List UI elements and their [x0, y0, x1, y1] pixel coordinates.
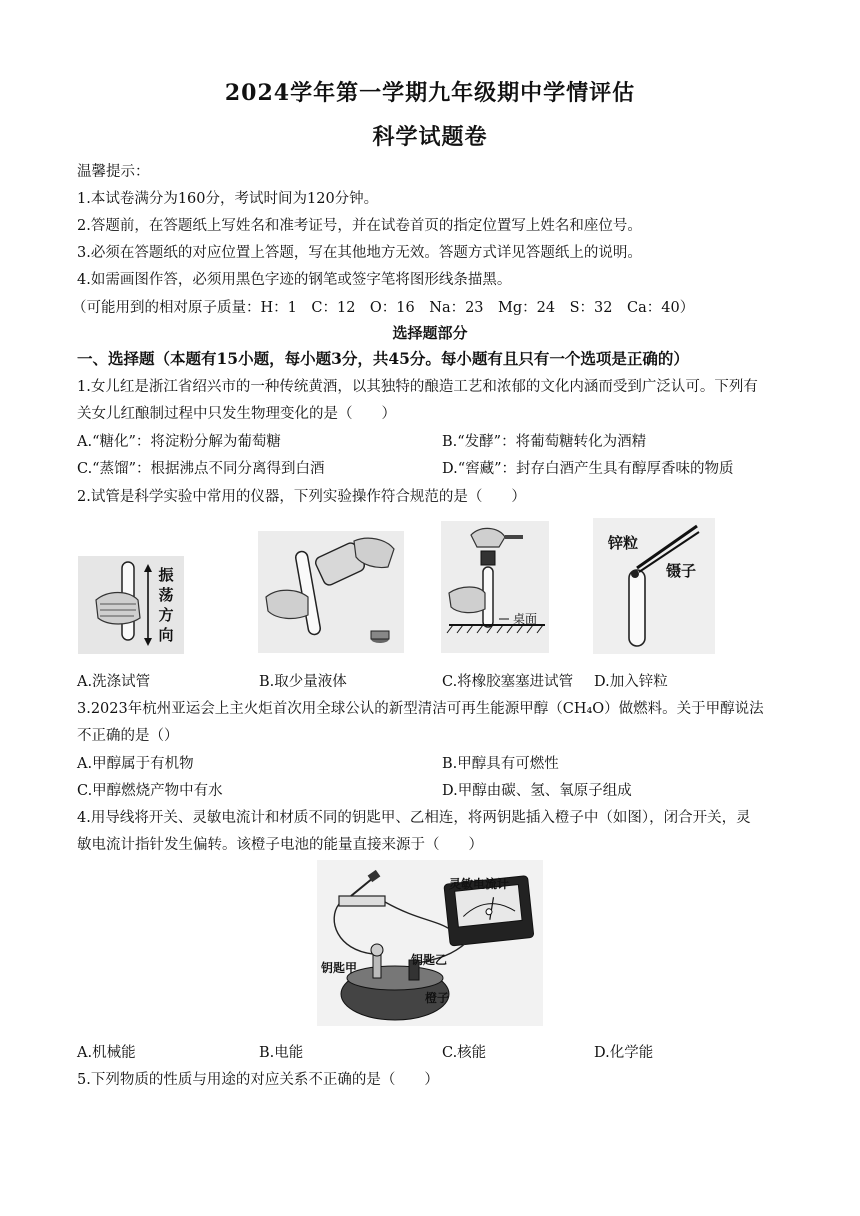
q4-option-b: B.电能	[259, 1045, 304, 1061]
figure-wash-test-tube	[78, 556, 184, 654]
q1-option-b: B.“发酵”：将葡萄糖转化为酒精	[442, 434, 647, 450]
fig-c-label-desk: 桌面	[512, 612, 538, 626]
q1-stem-line2: 关女儿红酿制过程中只发生物理变化的是（ ）	[77, 406, 396, 422]
q1-stem-line1: 1.女儿红是浙江省绍兴市的一种传统黄酒，以其独特的酿造工艺和浓郁的文化内涵而受到广泛认可。下列有	[77, 379, 758, 395]
q4-option-a: A.机械能	[77, 1045, 136, 1061]
fig-a-label-4: 向	[158, 626, 174, 644]
q2-option-b: B.取少量液体	[259, 674, 347, 690]
fig-orange-label: 橙子	[424, 991, 450, 1005]
q1-option-a: A.“糖化”：将淀粉分解为葡萄糖	[77, 434, 281, 450]
q3-option-a: A.甲醇属于有机物	[77, 756, 194, 772]
section-heading: 一、选择题（本题有15小题，每小题3分，共45分。每小题有且只有一个选项是正确的）	[77, 349, 689, 368]
tip-2: 2.答题前，在答题纸上写姓名和准考证号，并在试卷首页的指定位置写上姓名和座位号。	[77, 218, 642, 234]
tip-3: 3.必须在答题纸的对应位置上答题，写在其他地方无效。答题方式详见答题纸上的说明。	[77, 245, 642, 261]
tip-1: 1.本试卷满分为160分，考试时间为120分钟。	[77, 191, 379, 207]
fig-d-label-zinc: 锌粒	[607, 534, 639, 552]
q1-option-c: C.“蒸馏”：根据沸点不同分离得到白酒	[77, 461, 325, 477]
q4-option-c: C.核能	[442, 1045, 487, 1061]
q3-option-b: B.甲醇具有可燃性	[442, 756, 559, 772]
q5-stem: 5.下列物质的性质与用途的对应关系不正确的是（ ）	[77, 1072, 439, 1088]
exam-subtitle: 科学试题卷	[372, 124, 488, 150]
q2-option-a: A.洗涤试管	[77, 674, 151, 690]
fig-key-b-label: 钥匙乙	[410, 953, 448, 967]
tip-4: 4.如需画图作答，必须用黑色字迹的钢笔或签字笔将图形线条描黑。	[77, 272, 512, 288]
q3-stem-line1: 3.2023年杭州亚运会上主火炬首次用全球公认的新型清洁可再生能源甲醇（CH₄O）做燃料。关于甲醇说法	[77, 701, 764, 717]
fig-d-label-tweezers: 镊子	[665, 562, 697, 580]
fig-a-label-2: 荡	[158, 586, 174, 604]
exam-title: 2024学年第一学期九年级期中学情评估	[224, 80, 636, 106]
tips-heading: 温馨提示：	[77, 164, 150, 180]
q3-option-c: C.甲醇燃烧产物中有水	[77, 783, 223, 799]
q3-stem-line2: 不正确的是（）	[77, 728, 179, 744]
atomic-masses: （可能用到的相对原子质量：H：1 C：12 O：16 Na：23 Mg：24 S：32 Ca：40）	[72, 300, 695, 316]
figure-add-zinc	[593, 518, 715, 654]
fig-key-a-label: 钥匙甲	[320, 961, 358, 975]
q4-stem-line2: 敏电流计指针发生偏转。该橙子电池的能量直接来源于（ ）	[77, 837, 483, 853]
q2-option-c: C.将橡胶塞塞进试管	[442, 674, 574, 690]
figure-orange-battery	[317, 860, 543, 1026]
q3-option-d: D.甲醇由碳、氢、氧原子组成	[442, 783, 632, 799]
figure-pour-liquid	[258, 531, 404, 653]
fig-a-label-3: 方	[158, 606, 174, 624]
fig-a-label-1: 振	[158, 566, 174, 584]
figure-insert-stopper	[441, 521, 549, 653]
q4-option-d: D.化学能	[594, 1045, 654, 1061]
fig-galvanometer-label: 灵敏电流计	[448, 877, 510, 891]
part-heading: 选择题部分	[392, 324, 468, 342]
q2-stem: 2.试管是科学实验中常用的仪器，下列实验操作符合规范的是（ ）	[77, 489, 526, 505]
q2-option-d: D.加入锌粒	[594, 674, 668, 690]
q1-option-d: D.“窖藏”：封存白酒产生具有醇厚香味的物质	[442, 461, 734, 477]
q4-stem-line1: 4.用导线将开关、灵敏电流计和材质不同的钥匙甲、乙相连，将两钥匙插入橙子中（如图），闭合开关，灵	[77, 810, 751, 826]
